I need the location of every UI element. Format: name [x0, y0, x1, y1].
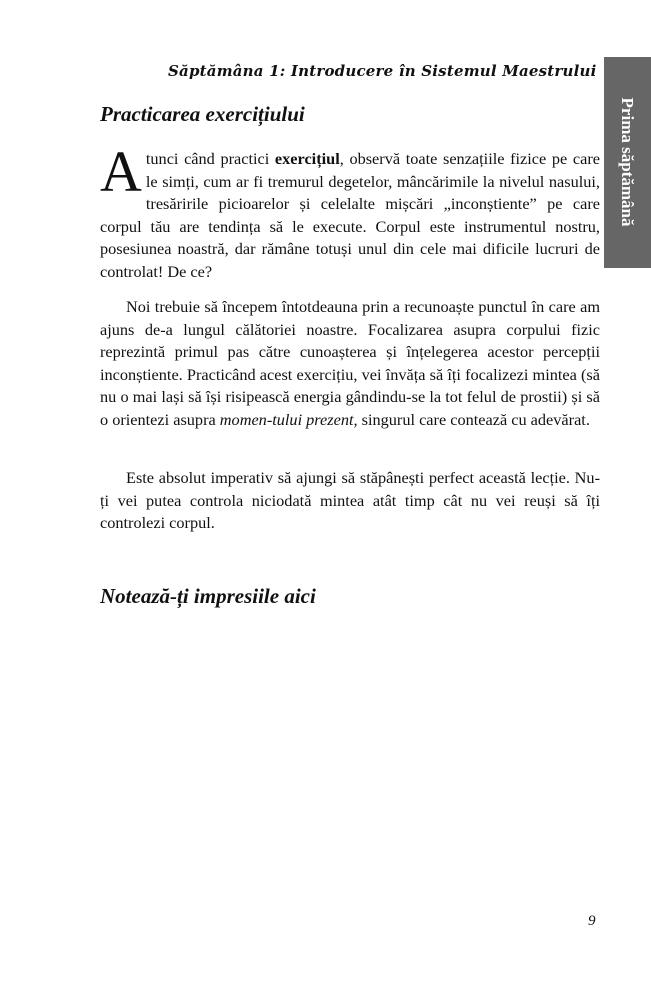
drop-cap: A [100, 139, 142, 204]
page-number: 9 [588, 913, 596, 929]
section-title-notes: Notează-ți impresiile aici [100, 584, 316, 608]
paragraph-2-italic: momen-tului prezent, [219, 409, 358, 429]
paragraph-1-text-b: , observă toate senzațiile fizice pe care le simți, cum ar fi tremurul degetelor, mâncărimile la nivelul nasului, tresăririle picioarelor și celelalte mișcări „inconștiente” pe care corpul tău are tendința să le execute. Corpul este instrumentul nostru, posesiunea noastră, dar rămâne totuși unul din cele mai dificile lucruri de controlat! De ce? [100, 149, 601, 281]
paragraph-1 [100, 139, 601, 284]
paragraph-2-text-a: Noi trebuie să începem întotdeauna prin a recunoaște punctul în care am ajuns de-a lungul călătoriei noastre. Focalizarea asupra corpului fizic reprezintă primul pas către cunoașterea și înțelegerea acestor percepții inconștiente. Practicând acest exercițiu, vei învăța să îți focalizezi mintea (să nu o mai lași să își risipească energia gândindu-se la tot felul de prostii) și să o orientezi asupra [100, 297, 600, 429]
paragraph-1-bold: exercițiul [274, 149, 340, 168]
running-header: Săptămâna 1: Introducere în Sistemul Maestrului [168, 62, 597, 80]
side-tab [604, 57, 651, 268]
paragraph-3: Este absolut imperativ să ajungi să stăpânești perfect această lecție. Nu-ți vei putea controla niciodată mintea atât timp cât nu vei reuși să îți controlezi corpul. [100, 468, 600, 533]
side-tab-label: Prima săptămână [618, 97, 637, 227]
paragraph-2 [100, 296, 600, 432]
section-title-practice: Practicarea exercițiului [100, 102, 305, 126]
paragraph-2-text-b: singurul care contează cu adevărat. [357, 409, 590, 429]
paragraph-1-text-a: tunci când practici [145, 149, 275, 168]
